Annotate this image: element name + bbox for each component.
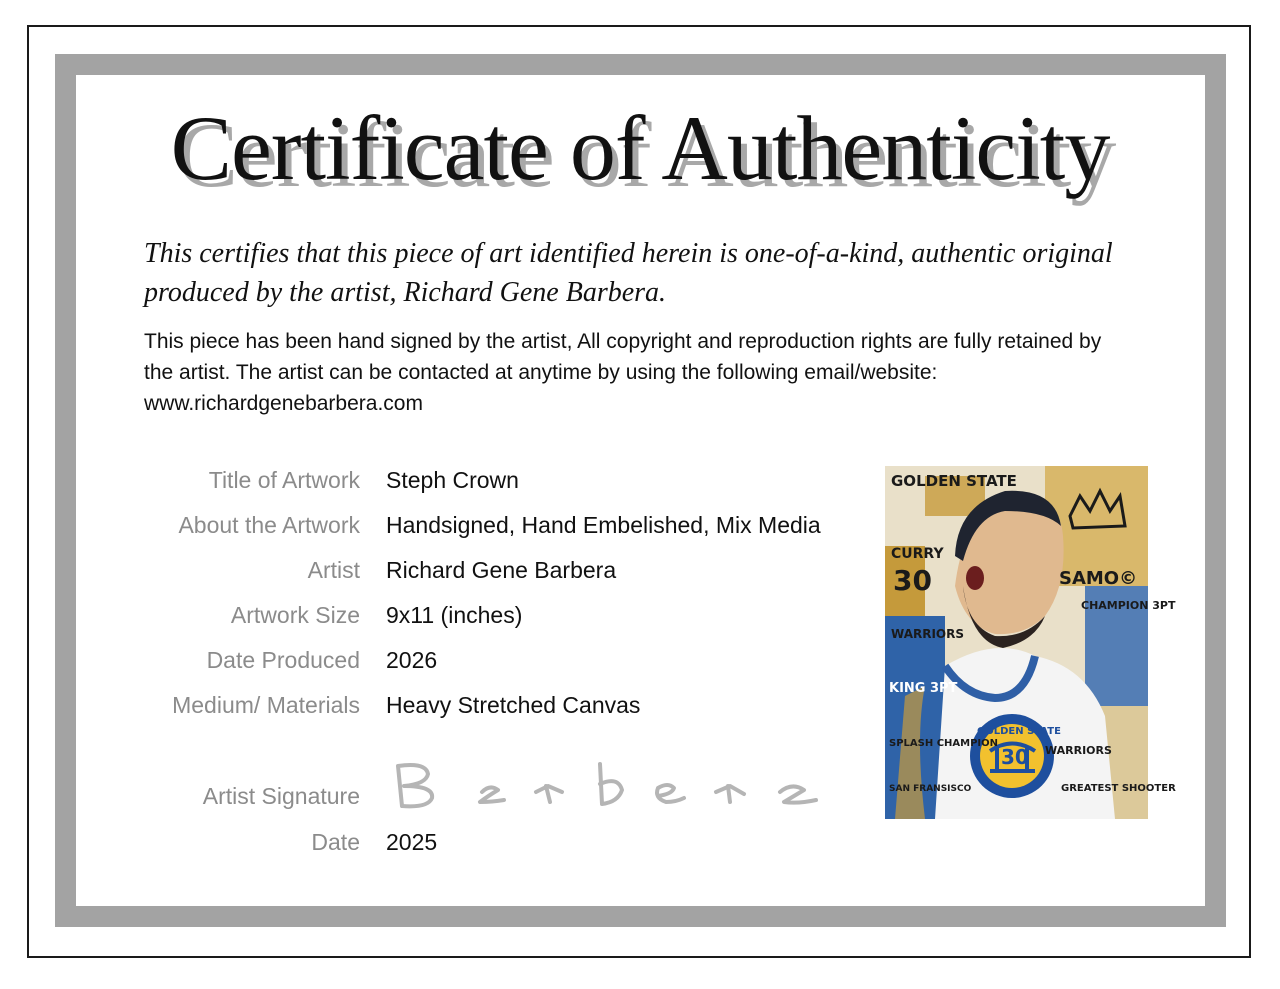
detail-row-artist	[0, 550, 860, 590]
art-text: CURRY	[891, 546, 944, 562]
detail-row-medium	[0, 685, 860, 725]
art-text: WARRIORS	[891, 627, 965, 641]
art-text: SAMO©	[1059, 568, 1138, 589]
detail-label: About the Artwork	[178, 512, 360, 538]
detail-row-size	[0, 595, 860, 635]
detail-value: Heavy Stretched Canvas	[386, 692, 641, 718]
detail-label: Artwork Size	[230, 602, 360, 628]
detail-label: Artist	[307, 557, 360, 583]
detail-label: Title of Artwork	[208, 467, 360, 493]
certificate-title: Certificate of Authenticity	[170, 97, 1110, 199]
art-text: GOLDEN STATE	[977, 726, 1061, 737]
detail-row-title	[0, 460, 860, 500]
detail-value: Richard Gene Barbera	[386, 557, 617, 583]
signature-label: Artist Signature	[202, 783, 360, 809]
art-text: WARRIORS	[1045, 744, 1112, 757]
art-text: CHAMPION 3PT	[1081, 599, 1176, 612]
art-text: KING 3PT	[889, 681, 958, 696]
rights-statement: This piece has been hand signed by the artist, All copyright and reproduction rights are fully retained by the artist. The artist can be contacted at anytime by using the following email/website: www.richardgenebarbera.com	[144, 330, 1102, 415]
art-text: 30	[1001, 745, 1029, 769]
date-value: 2025	[386, 829, 438, 855]
detail-value: 2026	[386, 647, 438, 673]
date-row	[0, 822, 860, 862]
art-text: SAN FRANSISCO	[889, 784, 972, 794]
art-text: 30	[893, 564, 932, 597]
detail-row-date-produced	[0, 640, 860, 680]
detail-value: Handsigned, Hand Embelished, Mix Media	[386, 512, 821, 538]
art-text: SPLASH CHAMPION	[889, 738, 999, 749]
intro-statement: This certifies that this piece of art identified herein is one-of-a-kind, authentic original produced by the artist, Richard Gene Barbera.	[144, 238, 1113, 308]
art-text: GREATEST SHOOTER	[1061, 783, 1176, 794]
detail-value: 9x11 (inches)	[386, 602, 523, 628]
artist-signature-image	[386, 756, 826, 816]
art-text: GOLDEN STATE	[891, 472, 1017, 490]
detail-row-about	[0, 505, 860, 545]
detail-value: Steph Crown	[386, 467, 519, 493]
artwork-painting-image	[885, 466, 1176, 819]
date-label: Date	[311, 829, 360, 855]
detail-label: Date Produced	[206, 647, 360, 673]
detail-label: Medium/ Materials	[172, 692, 360, 718]
